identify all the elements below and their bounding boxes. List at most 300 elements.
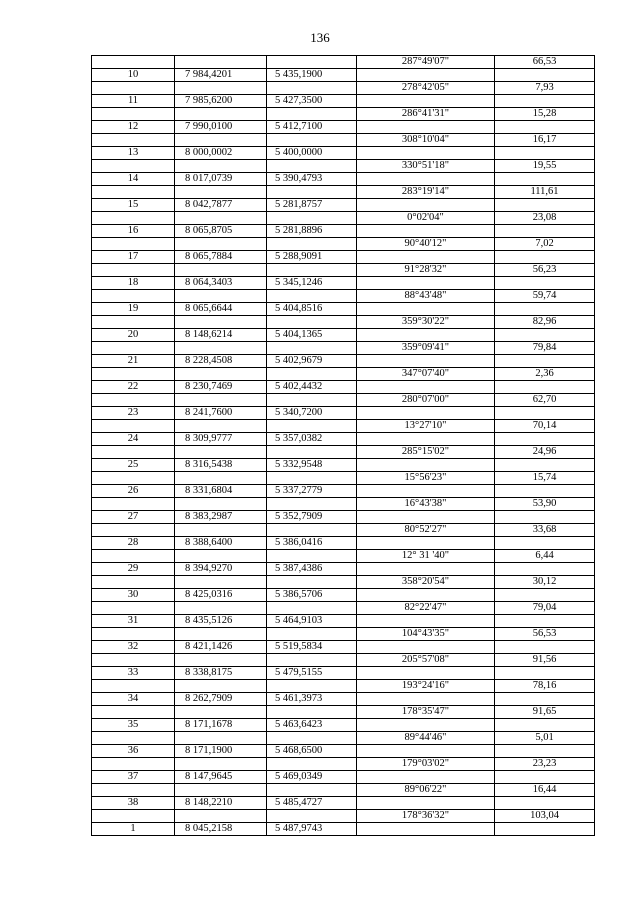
y-coordinate-cell: 5 485,4727	[267, 797, 357, 810]
x-coordinate-cell: 8 425,0316	[175, 589, 267, 602]
segment-row	[92, 56, 595, 69]
point-row	[92, 225, 595, 238]
direction-angle-cell	[357, 485, 495, 498]
point-number-cell	[92, 108, 175, 121]
point-row	[92, 381, 595, 394]
distance-cell: 24,96	[495, 446, 595, 459]
y-coordinate-cell	[267, 82, 357, 95]
point-number-cell	[92, 264, 175, 277]
x-coordinate-cell: 8 230,7469	[175, 381, 267, 394]
direction-angle-cell	[357, 69, 495, 82]
direction-angle-cell	[357, 173, 495, 186]
direction-angle-cell	[357, 641, 495, 654]
segment-row	[92, 368, 595, 381]
distance-cell: 62,70	[495, 394, 595, 407]
distance-cell	[495, 69, 595, 82]
x-coordinate-cell: 8 316,5438	[175, 459, 267, 472]
direction-angle-cell: 88°43'48"	[357, 290, 495, 303]
segment-row	[92, 108, 595, 121]
point-row	[92, 511, 595, 524]
y-coordinate-cell	[267, 56, 357, 69]
x-coordinate-cell	[175, 758, 267, 771]
point-number-cell	[92, 654, 175, 667]
direction-angle-cell: 89°06'22"	[357, 784, 495, 797]
x-coordinate-cell	[175, 212, 267, 225]
direction-angle-cell: 308°10'04"	[357, 134, 495, 147]
point-number-cell: 31	[92, 615, 175, 628]
point-number-cell: 24	[92, 433, 175, 446]
distance-cell	[495, 641, 595, 654]
x-coordinate-cell: 8 421,1426	[175, 641, 267, 654]
x-coordinate-cell	[175, 706, 267, 719]
x-coordinate-cell	[175, 654, 267, 667]
x-coordinate-cell: 8 309,9777	[175, 433, 267, 446]
point-row	[92, 667, 595, 680]
x-coordinate-cell: 8 148,2210	[175, 797, 267, 810]
point-number-cell	[92, 186, 175, 199]
point-number-cell: 18	[92, 277, 175, 290]
y-coordinate-cell	[267, 342, 357, 355]
distance-cell: 15,28	[495, 108, 595, 121]
y-coordinate-cell	[267, 654, 357, 667]
y-coordinate-cell: 5 469,0349	[267, 771, 357, 784]
y-coordinate-cell	[267, 212, 357, 225]
direction-angle-cell: 0°02'04"	[357, 212, 495, 225]
x-coordinate-cell	[175, 82, 267, 95]
distance-cell: 70,14	[495, 420, 595, 433]
point-row	[92, 329, 595, 342]
point-number-cell	[92, 706, 175, 719]
point-number-cell	[92, 160, 175, 173]
coordinates-table	[91, 55, 595, 836]
point-number-cell	[92, 56, 175, 69]
y-coordinate-cell	[267, 498, 357, 511]
y-coordinate-cell	[267, 108, 357, 121]
y-coordinate-cell	[267, 680, 357, 693]
x-coordinate-cell	[175, 264, 267, 277]
distance-cell	[495, 485, 595, 498]
x-coordinate-cell: 8 331,6804	[175, 485, 267, 498]
point-number-cell: 23	[92, 407, 175, 420]
distance-cell: 103,04	[495, 810, 595, 823]
y-coordinate-cell: 5 386,0416	[267, 537, 357, 550]
point-number-cell	[92, 498, 175, 511]
y-coordinate-cell: 5 461,3973	[267, 693, 357, 706]
distance-cell	[495, 693, 595, 706]
x-coordinate-cell: 8 064,3403	[175, 277, 267, 290]
distance-cell: 6,44	[495, 550, 595, 563]
distance-cell	[495, 433, 595, 446]
segment-row	[92, 758, 595, 771]
direction-angle-cell: 80°52'27"	[357, 524, 495, 537]
y-coordinate-cell: 5 468,6500	[267, 745, 357, 758]
direction-angle-cell	[357, 537, 495, 550]
point-number-cell	[92, 316, 175, 329]
point-number-cell: 28	[92, 537, 175, 550]
direction-angle-cell	[357, 329, 495, 342]
x-coordinate-cell: 8 147,9645	[175, 771, 267, 784]
distance-cell: 66,53	[495, 56, 595, 69]
x-coordinate-cell: 8 241,7600	[175, 407, 267, 420]
segment-row	[92, 732, 595, 745]
direction-angle-cell	[357, 225, 495, 238]
point-number-cell: 21	[92, 355, 175, 368]
direction-angle-cell: 358°20'54"	[357, 576, 495, 589]
point-number-cell	[92, 394, 175, 407]
direction-angle-cell	[357, 277, 495, 290]
segment-row	[92, 446, 595, 459]
x-coordinate-cell: 7 990,0100	[175, 121, 267, 134]
distance-cell	[495, 459, 595, 472]
point-row	[92, 459, 595, 472]
y-coordinate-cell	[267, 160, 357, 173]
y-coordinate-cell	[267, 290, 357, 303]
x-coordinate-cell: 8 383,2987	[175, 511, 267, 524]
y-coordinate-cell: 5 281,8757	[267, 199, 357, 212]
x-coordinate-cell: 8 065,8705	[175, 225, 267, 238]
x-coordinate-cell	[175, 602, 267, 615]
y-coordinate-cell: 5 435,1900	[267, 69, 357, 82]
distance-cell: 15,74	[495, 472, 595, 485]
x-coordinate-cell: 8 171,1900	[175, 745, 267, 758]
coordinates-table-body	[92, 56, 595, 836]
point-row	[92, 199, 595, 212]
segment-row	[92, 238, 595, 251]
distance-cell	[495, 589, 595, 602]
point-number-cell	[92, 576, 175, 589]
point-row	[92, 173, 595, 186]
y-coordinate-cell: 5 288,9091	[267, 251, 357, 264]
point-number-cell: 11	[92, 95, 175, 108]
x-coordinate-cell: 8 388,6400	[175, 537, 267, 550]
segment-row	[92, 706, 595, 719]
point-number-cell	[92, 524, 175, 537]
point-number-cell	[92, 758, 175, 771]
direction-angle-cell: 178°35'47"	[357, 706, 495, 719]
point-number-cell	[92, 732, 175, 745]
point-number-cell: 27	[92, 511, 175, 524]
direction-angle-cell: 13°27'10"	[357, 420, 495, 433]
distance-cell: 78,16	[495, 680, 595, 693]
distance-cell	[495, 303, 595, 316]
point-number-cell: 38	[92, 797, 175, 810]
distance-cell	[495, 615, 595, 628]
distance-cell: 5,01	[495, 732, 595, 745]
direction-angle-cell: 104°43'35"	[357, 628, 495, 641]
distance-cell	[495, 121, 595, 134]
point-number-cell	[92, 602, 175, 615]
x-coordinate-cell: 8 148,6214	[175, 329, 267, 342]
point-row	[92, 641, 595, 654]
segment-row	[92, 524, 595, 537]
direction-angle-cell	[357, 459, 495, 472]
y-coordinate-cell: 5 519,5834	[267, 641, 357, 654]
distance-cell: 23,08	[495, 212, 595, 225]
y-coordinate-cell: 5 463,6423	[267, 719, 357, 732]
distance-cell	[495, 147, 595, 160]
y-coordinate-cell: 5 386,5706	[267, 589, 357, 602]
segment-row	[92, 628, 595, 641]
x-coordinate-cell: 8 065,6644	[175, 303, 267, 316]
point-row	[92, 69, 595, 82]
point-row	[92, 485, 595, 498]
segment-row	[92, 498, 595, 511]
distance-cell	[495, 771, 595, 784]
point-number-cell: 30	[92, 589, 175, 602]
distance-cell	[495, 667, 595, 680]
point-number-cell	[92, 368, 175, 381]
distance-cell: 56,23	[495, 264, 595, 277]
distance-cell	[495, 745, 595, 758]
segment-row	[92, 550, 595, 563]
segment-row	[92, 134, 595, 147]
y-coordinate-cell: 5 402,4432	[267, 381, 357, 394]
distance-cell: 59,74	[495, 290, 595, 303]
direction-angle-cell: 82°22'47"	[357, 602, 495, 615]
x-coordinate-cell: 8 435,5126	[175, 615, 267, 628]
point-row	[92, 693, 595, 706]
x-coordinate-cell	[175, 524, 267, 537]
distance-cell: 53,90	[495, 498, 595, 511]
point-number-cell: 1	[92, 823, 175, 836]
direction-angle-cell: 280°07'00"	[357, 394, 495, 407]
direction-angle-cell	[357, 511, 495, 524]
segment-row	[92, 394, 595, 407]
distance-cell	[495, 381, 595, 394]
y-coordinate-cell: 5 340,7200	[267, 407, 357, 420]
y-coordinate-cell: 5 412,7100	[267, 121, 357, 134]
x-coordinate-cell	[175, 134, 267, 147]
x-coordinate-cell	[175, 732, 267, 745]
y-coordinate-cell: 5 281,8896	[267, 225, 357, 238]
point-number-cell: 17	[92, 251, 175, 264]
point-number-cell: 35	[92, 719, 175, 732]
point-number-cell: 12	[92, 121, 175, 134]
point-number-cell: 20	[92, 329, 175, 342]
point-row	[92, 823, 595, 836]
distance-cell: 33,68	[495, 524, 595, 537]
x-coordinate-cell	[175, 290, 267, 303]
point-number-cell	[92, 82, 175, 95]
segment-row	[92, 342, 595, 355]
x-coordinate-cell	[175, 628, 267, 641]
x-coordinate-cell: 8 065,7884	[175, 251, 267, 264]
x-coordinate-cell: 7 984,4201	[175, 69, 267, 82]
distance-cell	[495, 225, 595, 238]
distance-cell	[495, 797, 595, 810]
distance-cell: 30,12	[495, 576, 595, 589]
direction-angle-cell: 89°44'46"	[357, 732, 495, 745]
y-coordinate-cell: 5 357,0382	[267, 433, 357, 446]
distance-cell: 56,53	[495, 628, 595, 641]
x-coordinate-cell: 8 017,0739	[175, 173, 267, 186]
y-coordinate-cell: 5 404,1365	[267, 329, 357, 342]
distance-cell	[495, 95, 595, 108]
distance-cell: 2,36	[495, 368, 595, 381]
point-row	[92, 719, 595, 732]
x-coordinate-cell: 8 228,4508	[175, 355, 267, 368]
direction-angle-cell: 193°24'16"	[357, 680, 495, 693]
direction-angle-cell: 283°19'14"	[357, 186, 495, 199]
point-row	[92, 277, 595, 290]
point-number-cell	[92, 290, 175, 303]
distance-cell: 79,84	[495, 342, 595, 355]
distance-cell	[495, 329, 595, 342]
x-coordinate-cell: 8 262,7909	[175, 693, 267, 706]
point-number-cell: 22	[92, 381, 175, 394]
point-number-cell: 32	[92, 641, 175, 654]
direction-angle-cell	[357, 745, 495, 758]
direction-angle-cell	[357, 147, 495, 160]
direction-angle-cell: 359°30'22"	[357, 316, 495, 329]
x-coordinate-cell	[175, 784, 267, 797]
direction-angle-cell: 205°57'08"	[357, 654, 495, 667]
y-coordinate-cell	[267, 784, 357, 797]
y-coordinate-cell	[267, 264, 357, 277]
point-number-cell	[92, 446, 175, 459]
point-number-cell: 25	[92, 459, 175, 472]
y-coordinate-cell	[267, 758, 357, 771]
point-number-cell: 14	[92, 173, 175, 186]
point-number-cell	[92, 472, 175, 485]
segment-row	[92, 82, 595, 95]
x-coordinate-cell	[175, 498, 267, 511]
distance-cell: 82,96	[495, 316, 595, 329]
direction-angle-cell: 285°15'02"	[357, 446, 495, 459]
point-number-cell	[92, 628, 175, 641]
direction-angle-cell: 15°56'23"	[357, 472, 495, 485]
direction-angle-cell: 278°42'05"	[357, 82, 495, 95]
direction-angle-cell	[357, 719, 495, 732]
direction-angle-cell	[357, 823, 495, 836]
direction-angle-cell: 16°43'38"	[357, 498, 495, 511]
point-row	[92, 121, 595, 134]
point-number-cell	[92, 810, 175, 823]
point-number-cell: 16	[92, 225, 175, 238]
x-coordinate-cell: 8 171,1678	[175, 719, 267, 732]
distance-cell	[495, 277, 595, 290]
y-coordinate-cell: 5 427,3500	[267, 95, 357, 108]
direction-angle-cell	[357, 355, 495, 368]
point-number-cell	[92, 238, 175, 251]
y-coordinate-cell	[267, 602, 357, 615]
point-number-cell: 29	[92, 563, 175, 576]
point-number-cell: 36	[92, 745, 175, 758]
distance-cell	[495, 251, 595, 264]
distance-cell	[495, 199, 595, 212]
y-coordinate-cell: 5 390,4793	[267, 173, 357, 186]
direction-angle-cell	[357, 95, 495, 108]
direction-angle-cell: 347°07'40"	[357, 368, 495, 381]
direction-angle-cell: 359°09'41"	[357, 342, 495, 355]
x-coordinate-cell: 7 985,6200	[175, 95, 267, 108]
y-coordinate-cell	[267, 472, 357, 485]
y-coordinate-cell	[267, 420, 357, 433]
distance-cell: 79,04	[495, 602, 595, 615]
direction-angle-cell: 286°41'31"	[357, 108, 495, 121]
segment-row	[92, 160, 595, 173]
point-number-cell: 34	[92, 693, 175, 706]
point-number-cell	[92, 420, 175, 433]
point-row	[92, 433, 595, 446]
direction-angle-cell: 330°51'18"	[357, 160, 495, 173]
x-coordinate-cell: 8 042,7877	[175, 199, 267, 212]
segment-row	[92, 784, 595, 797]
direction-angle-cell	[357, 407, 495, 420]
distance-cell	[495, 823, 595, 836]
segment-row	[92, 654, 595, 667]
distance-cell: 91,65	[495, 706, 595, 719]
point-row	[92, 745, 595, 758]
distance-cell	[495, 355, 595, 368]
y-coordinate-cell: 5 487,9743	[267, 823, 357, 836]
point-number-cell	[92, 550, 175, 563]
x-coordinate-cell	[175, 108, 267, 121]
point-number-cell	[92, 680, 175, 693]
direction-angle-cell	[357, 563, 495, 576]
direction-angle-cell	[357, 797, 495, 810]
x-coordinate-cell: 8 045,2158	[175, 823, 267, 836]
y-coordinate-cell: 5 402,9679	[267, 355, 357, 368]
distance-cell: 19,55	[495, 160, 595, 173]
x-coordinate-cell	[175, 446, 267, 459]
x-coordinate-cell	[175, 316, 267, 329]
point-number-cell: 15	[92, 199, 175, 212]
distance-cell: 7,93	[495, 82, 595, 95]
segment-row	[92, 810, 595, 823]
direction-angle-cell: 12° 31 '40"	[357, 550, 495, 563]
direction-angle-cell	[357, 303, 495, 316]
point-number-cell: 26	[92, 485, 175, 498]
y-coordinate-cell	[267, 628, 357, 641]
page-number: 136	[310, 30, 330, 45]
distance-cell: 91,56	[495, 654, 595, 667]
segment-row	[92, 576, 595, 589]
point-number-cell: 19	[92, 303, 175, 316]
point-number-cell	[92, 212, 175, 225]
y-coordinate-cell	[267, 316, 357, 329]
direction-angle-cell: 179°03'02"	[357, 758, 495, 771]
distance-cell	[495, 719, 595, 732]
point-number-cell: 13	[92, 147, 175, 160]
point-row	[92, 771, 595, 784]
y-coordinate-cell: 5 352,7909	[267, 511, 357, 524]
point-number-cell: 37	[92, 771, 175, 784]
segment-row	[92, 602, 595, 615]
x-coordinate-cell: 8 394,9270	[175, 563, 267, 576]
point-row	[92, 303, 595, 316]
segment-row	[92, 316, 595, 329]
direction-angle-cell: 91°28'32"	[357, 264, 495, 277]
x-coordinate-cell: 8 338,8175	[175, 667, 267, 680]
x-coordinate-cell	[175, 394, 267, 407]
x-coordinate-cell	[175, 550, 267, 563]
distance-cell: 111,61	[495, 186, 595, 199]
distance-cell	[495, 563, 595, 576]
point-number-cell: 10	[92, 69, 175, 82]
x-coordinate-cell	[175, 238, 267, 251]
direction-angle-cell	[357, 615, 495, 628]
direction-angle-cell: 287°49'07"	[357, 56, 495, 69]
direction-angle-cell	[357, 121, 495, 134]
distance-cell: 16,17	[495, 134, 595, 147]
segment-row	[92, 420, 595, 433]
x-coordinate-cell: 8 000,0002	[175, 147, 267, 160]
y-coordinate-cell: 5 332,9548	[267, 459, 357, 472]
point-number-cell	[92, 134, 175, 147]
point-row	[92, 251, 595, 264]
y-coordinate-cell: 5 345,1246	[267, 277, 357, 290]
